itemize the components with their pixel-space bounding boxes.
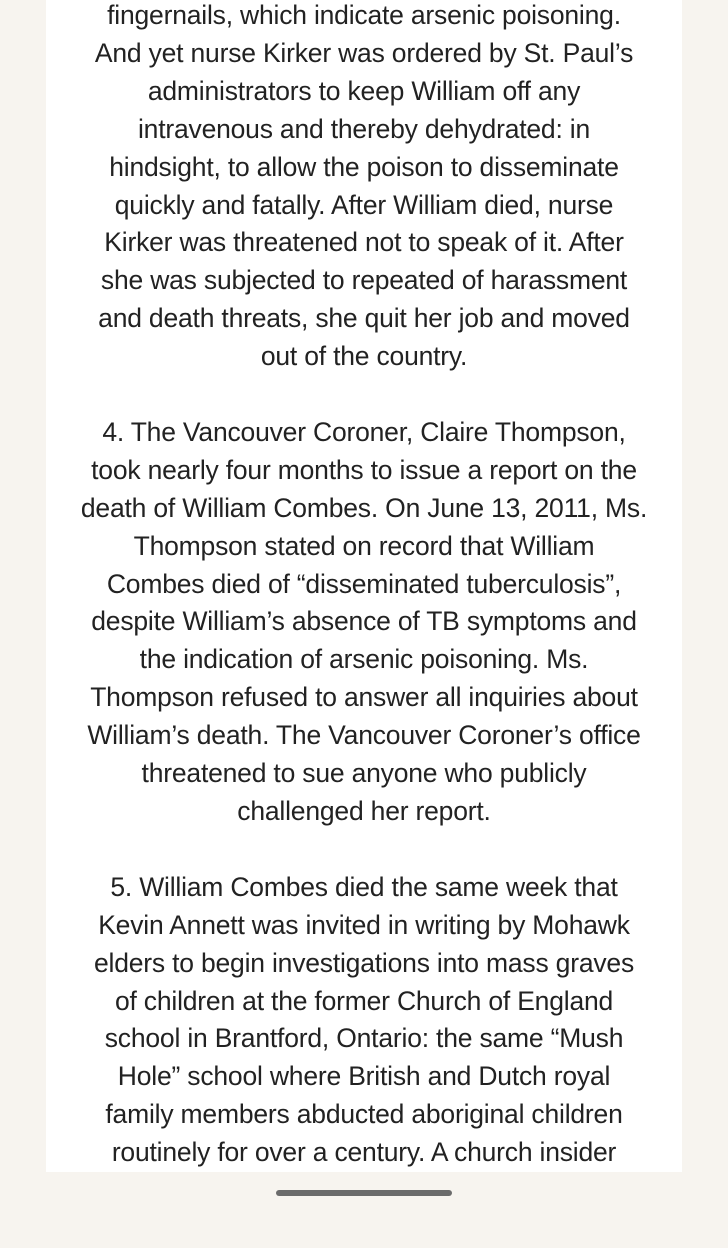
text-line: 4. The Vancouver Coroner, Claire Thompson, xyxy=(102,416,626,447)
text-line: elders to begin investigations into mass graves xyxy=(93,947,635,978)
text-line: Combes died of “disseminated tuberculosis”, xyxy=(106,568,622,599)
text-line: quickly and fatally. After William died, nurse xyxy=(114,189,614,220)
article-scroll-area[interactable] xyxy=(46,0,682,1172)
text-line: and death threats, she quit her job and moved xyxy=(98,303,630,334)
text-line: Hole” school where British and Dutch royal xyxy=(117,1061,611,1092)
text-line: challenged her report. xyxy=(237,796,491,827)
text-line: despite William’s absence of TB symptoms and xyxy=(91,606,637,637)
text-line: routinely for over a century. A church insider xyxy=(111,1137,617,1168)
paragraph-continuation xyxy=(56,0,672,376)
text-line: Kirker was threatened not to speak of it. After xyxy=(104,227,624,258)
text-line: fingernails, which indicate arsenic poisoning. xyxy=(107,0,621,30)
text-line: intravenous and thereby dehydrated: in xyxy=(137,113,591,144)
home-indicator[interactable] xyxy=(276,1190,452,1196)
text-line: hindsight, to allow the poison to disseminate xyxy=(109,151,619,182)
text-line: out of the country. xyxy=(260,341,468,372)
text-line: And yet nurse Kirker was ordered by St. Paul’s xyxy=(94,37,634,68)
text-line: 5. William Combes died the same week that xyxy=(110,871,618,902)
text-line: William’s death. The Vancouver Coroner’s office xyxy=(87,720,641,751)
text-line: administrators to keep William off any xyxy=(147,75,581,106)
text-line: the indication of arsenic poisoning. Ms. xyxy=(139,644,589,675)
text-line: she was subjected to repeated of harassment xyxy=(100,265,628,296)
text-line: took nearly four months to issue a report on the xyxy=(91,454,637,485)
text-line: family members abducted aboriginal children xyxy=(105,1099,623,1130)
text-line: Thompson refused to answer all inquiries about xyxy=(90,682,638,713)
paragraph-5 xyxy=(56,869,672,1210)
text-line: threatened to sue anyone who publicly xyxy=(141,758,587,789)
article-body xyxy=(46,0,682,1248)
text-line: Thompson stated on record that William xyxy=(133,530,595,561)
text-line: school in Brantford, Ontario: the same “Mush xyxy=(104,1023,624,1054)
text-line: death of William Combes. On June 13, 2011, Ms. xyxy=(80,492,648,523)
text-line: Kevin Annett was invited in writing by Mohawk xyxy=(98,909,630,940)
text-line: of children at the former Church of England xyxy=(114,985,614,1016)
paragraph-4 xyxy=(56,414,672,831)
